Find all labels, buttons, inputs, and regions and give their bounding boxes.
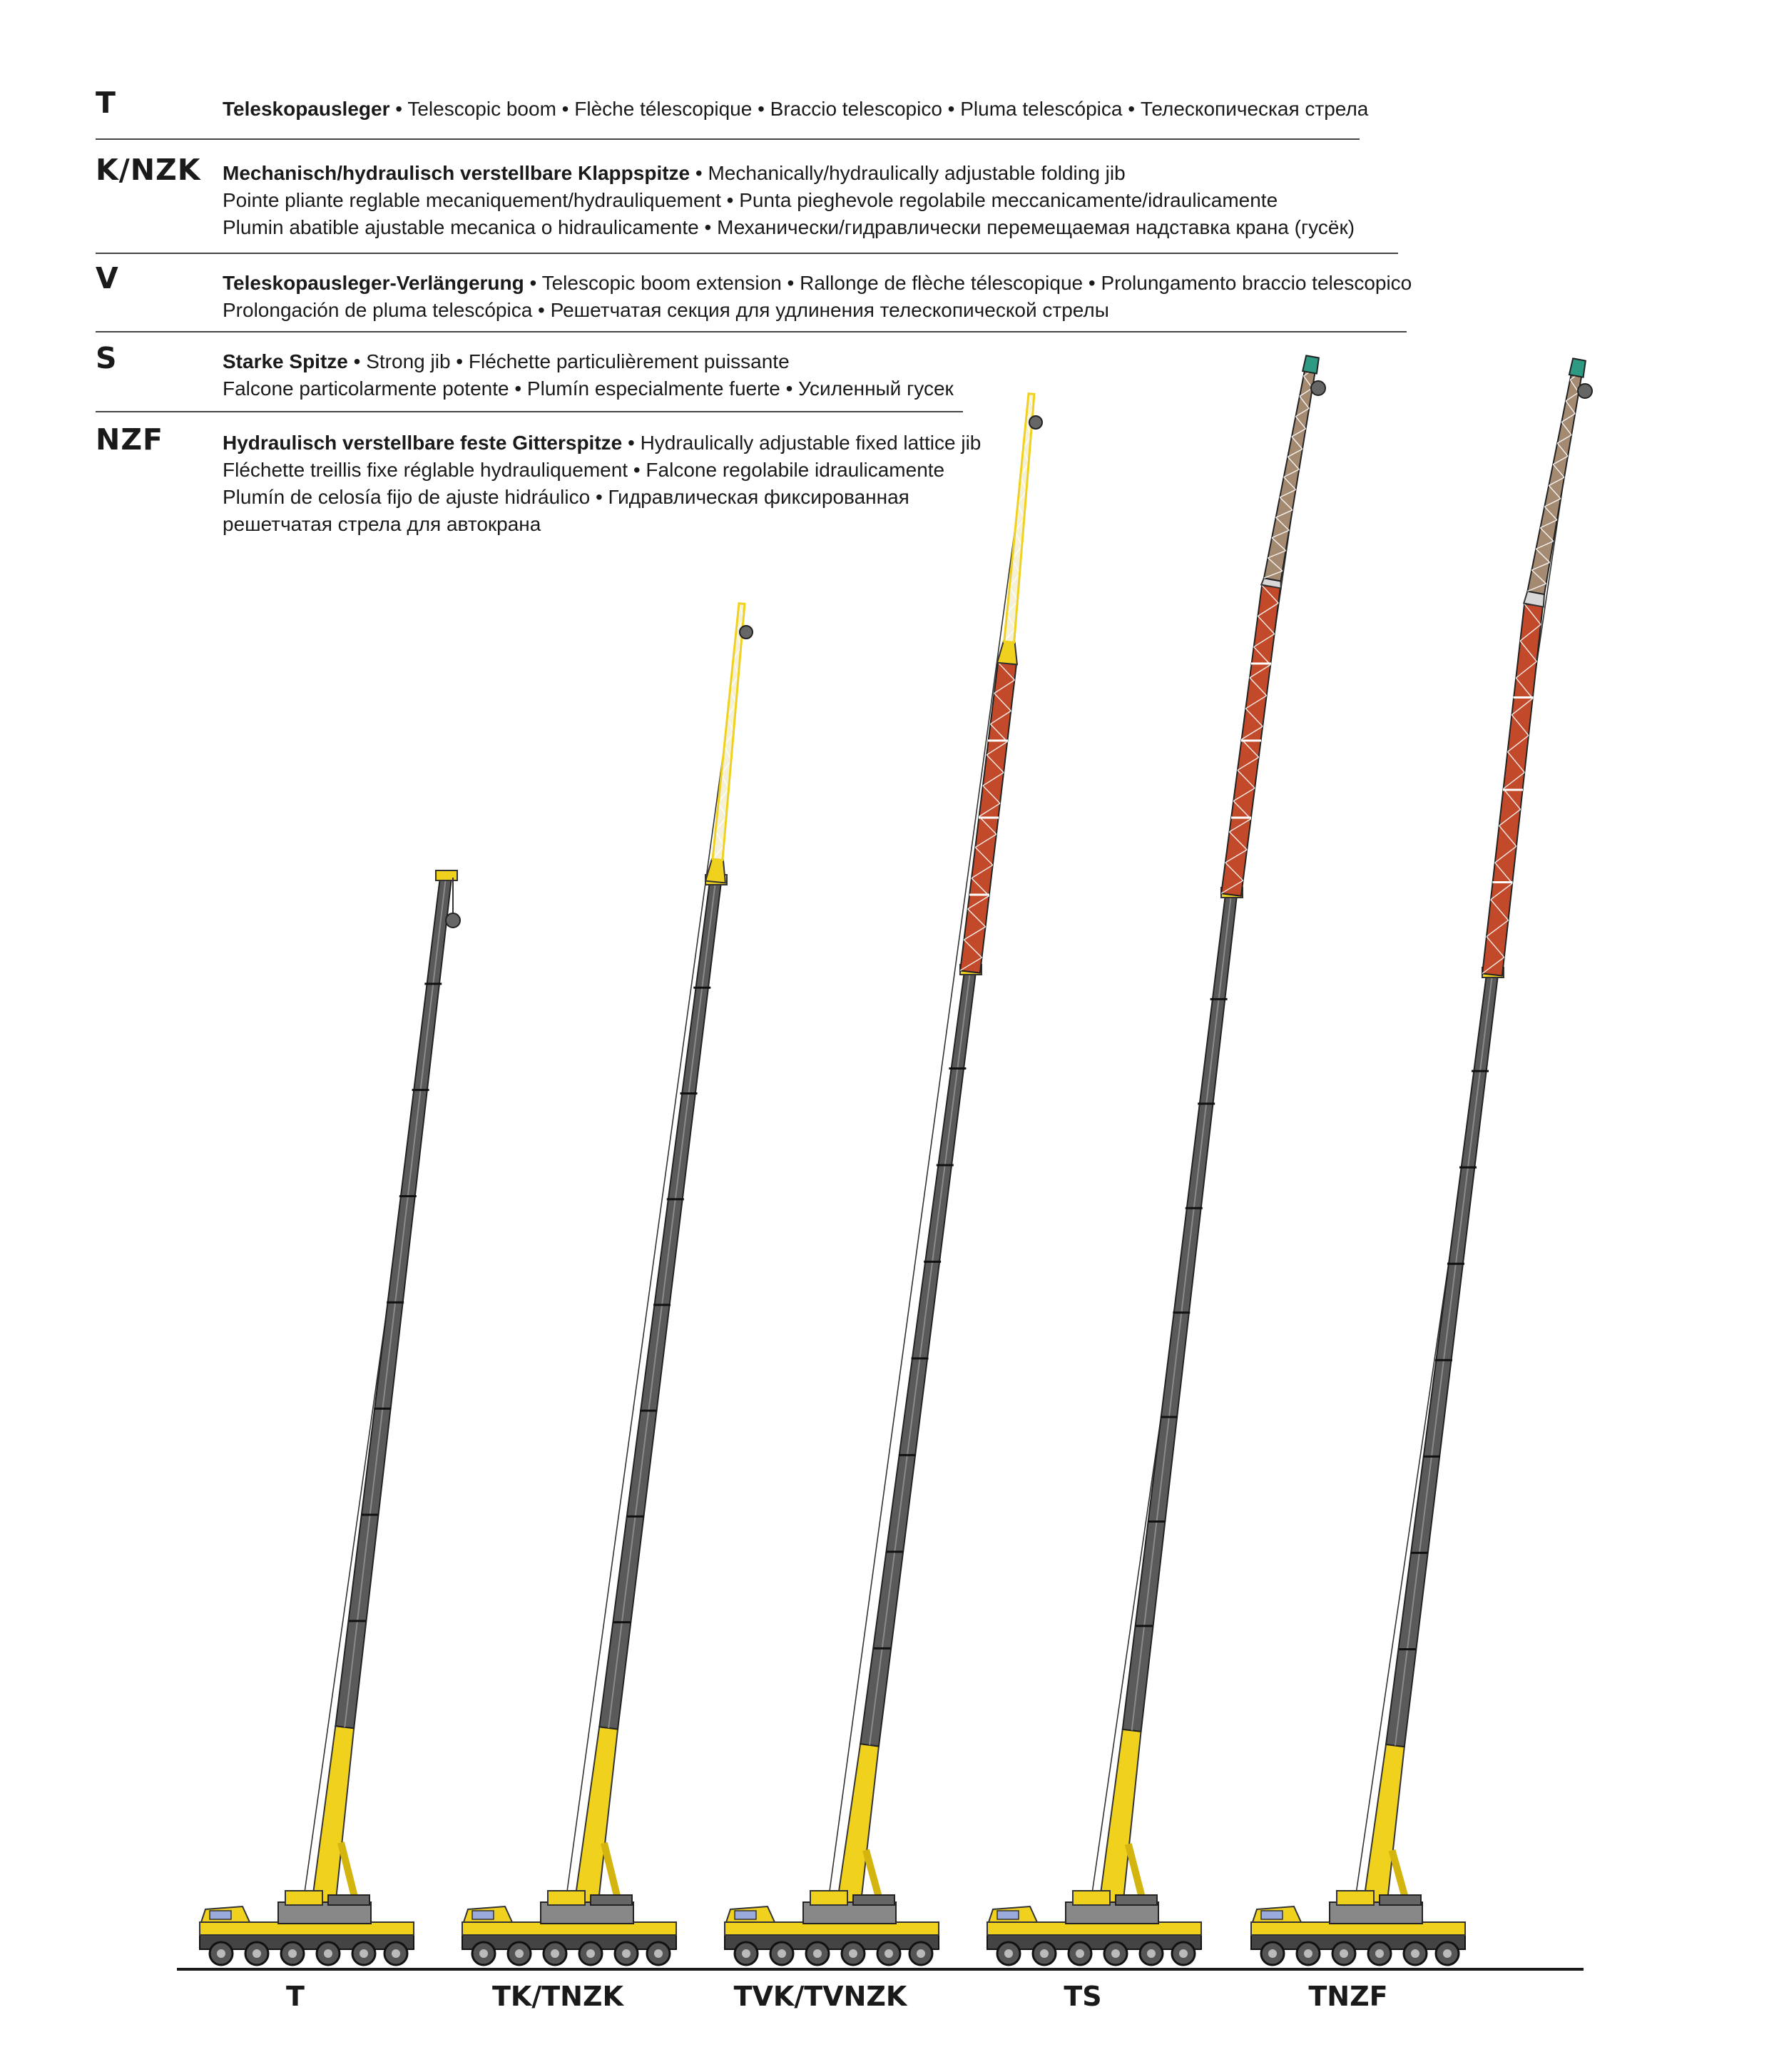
legend-code: S <box>96 341 118 375</box>
wheel-hub <box>1268 1949 1277 1958</box>
crane-5 <box>1251 358 1592 1965</box>
hook-block <box>1029 416 1042 429</box>
legend-line: Hydraulisch verstellbare feste Gitterspitze • Hydraulically adjustable fixed lattice jib <box>223 432 982 454</box>
crane-group <box>200 355 1592 1965</box>
cab-window <box>472 1911 494 1919</box>
legend-line: Falcone particolarmente potente • Plumín especialmente fuerte • Усиленный гусек <box>223 377 954 400</box>
wheel-hub <box>479 1949 488 1958</box>
crane-cab <box>810 1891 847 1905</box>
wheel-hub <box>778 1949 786 1958</box>
cab-window <box>1261 1911 1283 1919</box>
counterweight <box>591 1895 632 1905</box>
wheel-hub <box>849 1949 857 1958</box>
wheel-hub <box>360 1949 368 1958</box>
wheel-hub <box>742 1949 750 1958</box>
legend-line: Fléchette treillis fixe réglable hydrauliquement • Falcone regolabile idraulicamente <box>223 459 945 481</box>
legend-line: Starke Spitze • Strong jib • Fléchette particulièrement puissante <box>223 350 790 372</box>
wheel-hub <box>1411 1949 1419 1958</box>
crane-cab <box>285 1891 322 1905</box>
config-label-ts: TS <box>1064 1981 1102 2012</box>
legend-code: NZF <box>96 422 164 457</box>
wheel-hub <box>551 1949 559 1958</box>
wheel-hub <box>917 1949 925 1958</box>
config-label-tvk-tvnzk: TVK/TVNZK <box>733 1981 907 2012</box>
hook-block <box>740 626 753 639</box>
crane-cab <box>1337 1891 1374 1905</box>
wheel-hub <box>1179 1949 1188 1958</box>
hook-block <box>446 913 460 928</box>
wheel-hub <box>217 1949 225 1958</box>
hook-block <box>1578 384 1592 398</box>
carrier-chassis <box>1251 1934 1465 1949</box>
wheel-hub <box>253 1949 261 1958</box>
legend-line: Teleskopausleger • Telescopic boom • Flèche télescopique • Braccio telescopico • Pluma telescópica • Телескопическая стрела <box>223 98 1369 120</box>
carrier-chassis <box>987 1934 1201 1949</box>
hoist-rope <box>562 618 742 1928</box>
legend-code: V <box>96 261 119 295</box>
wheel-hub <box>1147 1949 1156 1958</box>
hoist-rope <box>825 408 1031 1928</box>
legend-line: Plumin abatible ajustable mecanica o hidraulicamente • Механически/гидравлически перемещаемая надставка крана (гусёк) <box>223 216 1355 238</box>
legend-line: Mechanisch/hydraulisch verstellbare Klappspitze • Mechanically/hydraulically adjustable folding jib <box>223 162 1126 184</box>
legend-line: Plumín de celosía fijo de ajuste hidráulico • Гидравлическая фиксированная <box>223 486 909 508</box>
legend-line: Pointe pliante reglable mecaniquement/hydrauliquement • Punta pieghevole regolabile meccanicamente/idraulicamente <box>223 189 1278 211</box>
crane-cab <box>1073 1891 1110 1905</box>
config-label-tnzf: TNZF <box>1308 1981 1388 2012</box>
legend-line: решетчатая стрела для автокрана <box>223 513 541 535</box>
crane-2 <box>462 604 753 1965</box>
carrier-chassis <box>200 1934 414 1949</box>
wheel-hub <box>392 1949 400 1958</box>
wheel-hub <box>586 1949 595 1958</box>
wheel-hub <box>1375 1949 1384 1958</box>
wheel-hub <box>1076 1949 1084 1958</box>
wheel-hub <box>1111 1949 1120 1958</box>
crane-3 <box>725 394 1042 1965</box>
crane-1 <box>200 870 460 1965</box>
carrier-chassis <box>462 1934 676 1949</box>
wheel-hub <box>1340 1949 1348 1958</box>
cab-window <box>997 1911 1019 1919</box>
crane-4 <box>987 355 1325 1965</box>
legend-code: T <box>96 86 116 120</box>
config-label-t: T <box>286 1981 305 2012</box>
cab-window <box>210 1911 231 1919</box>
wheel-hub <box>1040 1949 1049 1958</box>
wheel-hub <box>324 1949 332 1958</box>
wheel-hub <box>1304 1949 1312 1958</box>
jib-connector <box>997 641 1017 664</box>
boom-head <box>436 870 457 880</box>
cab-window <box>735 1911 756 1919</box>
wheel-hub <box>288 1949 297 1958</box>
counterweight <box>1116 1895 1157 1905</box>
config-label-tk-tnzk: TK/TNZK <box>492 1981 623 2012</box>
wheel-hub <box>622 1949 631 1958</box>
jib-tip <box>1302 355 1319 373</box>
legend-code: K/NZK <box>96 153 201 187</box>
crane-cab <box>548 1891 585 1905</box>
hook-block <box>1311 381 1325 395</box>
wheel-hub <box>1443 1949 1452 1958</box>
legend-line: Prolongación de pluma telescópica • Решетчатая секция для удлинения телескопической стрелы <box>223 299 1109 321</box>
wheel-hub <box>515 1949 524 1958</box>
counterweight <box>1380 1895 1421 1905</box>
counterweight <box>853 1895 894 1905</box>
wheel-hub <box>654 1949 663 1958</box>
wheel-hub <box>884 1949 893 1958</box>
wheel-hub <box>813 1949 822 1958</box>
wheel-hub <box>1004 1949 1013 1958</box>
legend-line: Teleskopausleger-Verlängerung • Telescopic boom extension • Rallonge de flèche télescopique • Prolungamento braccio telescopico <box>223 272 1412 294</box>
counterweight <box>328 1895 369 1905</box>
jib-tip <box>1569 358 1586 377</box>
carrier-chassis <box>725 1934 939 1949</box>
